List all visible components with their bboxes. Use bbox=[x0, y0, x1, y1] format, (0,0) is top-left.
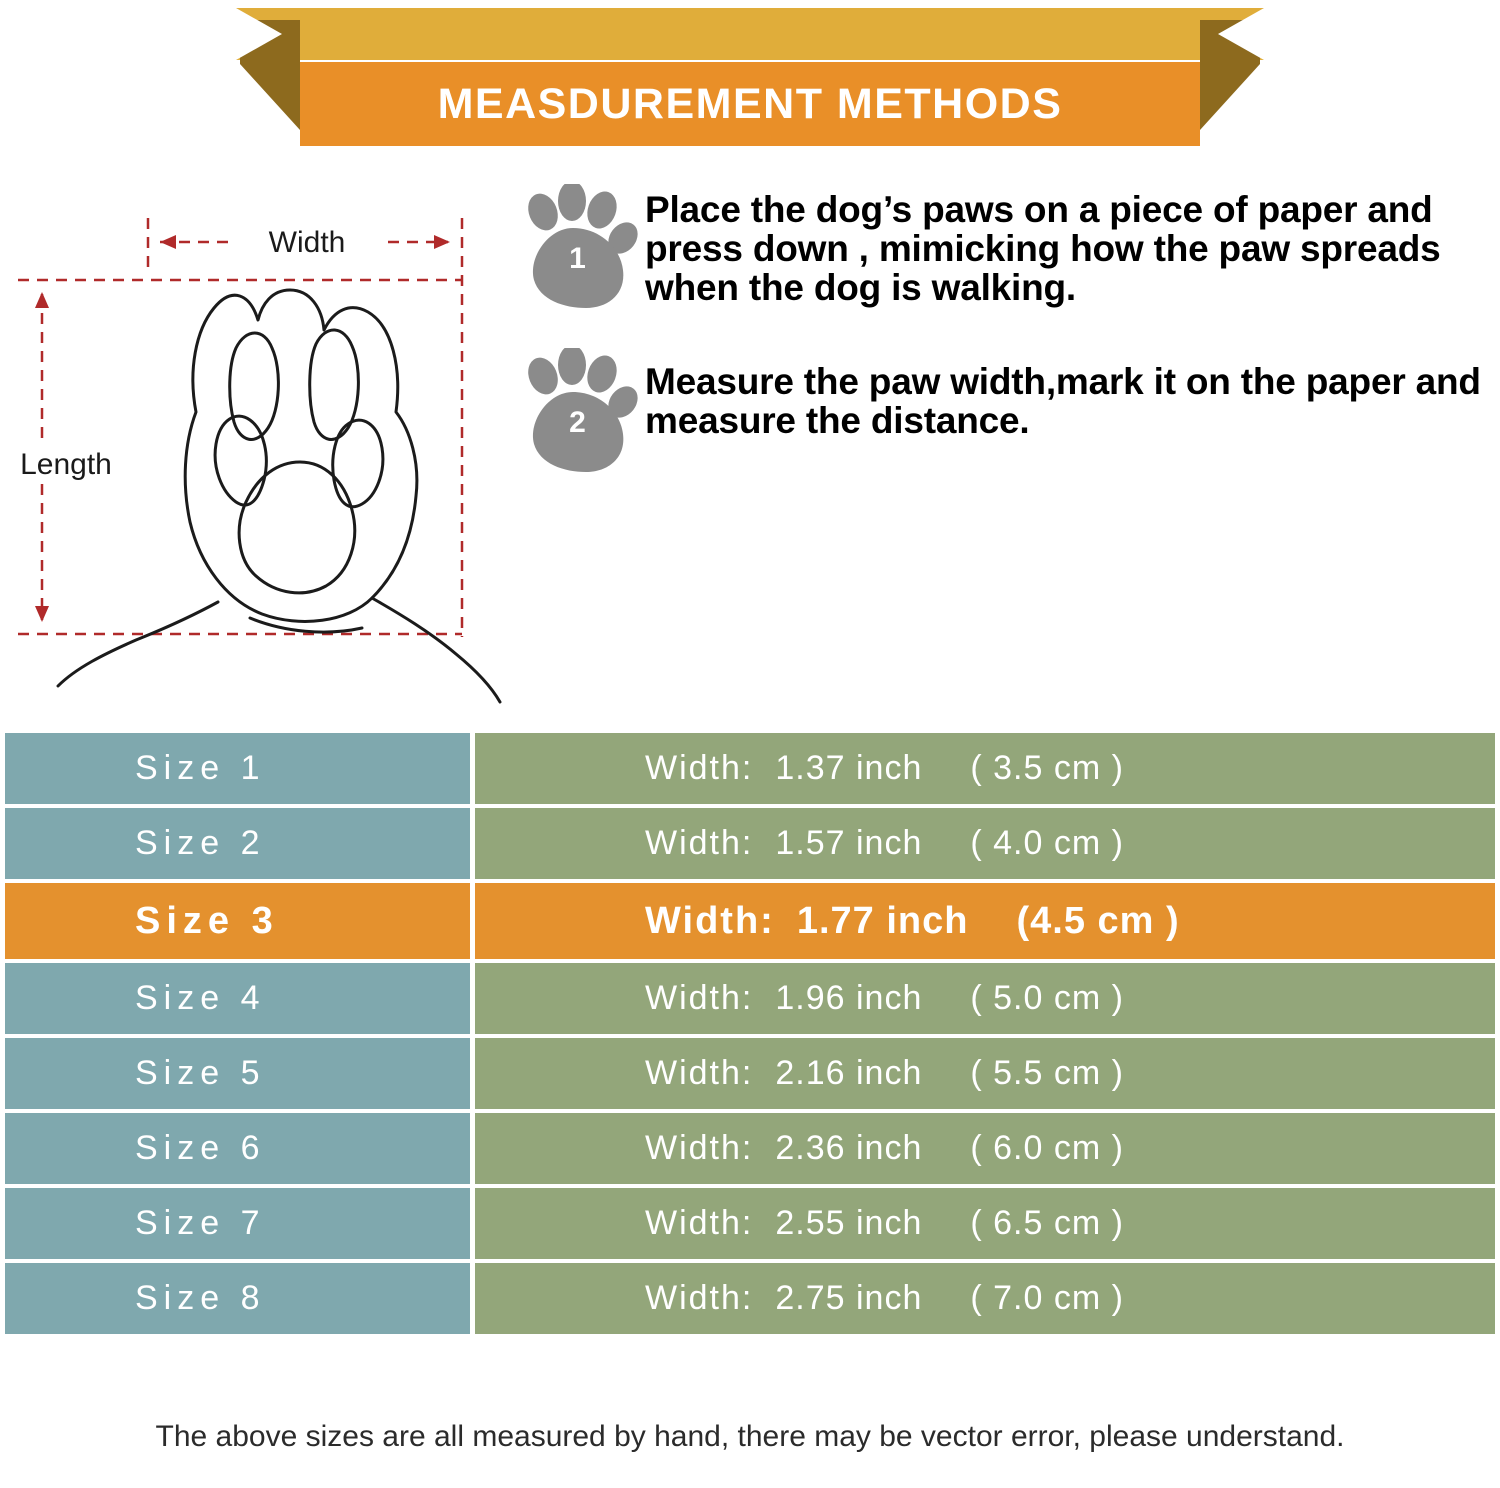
width-cm: ( 3.5 cm ) bbox=[970, 749, 1124, 787]
page-title: MEASDUREMENT METHODS bbox=[437, 79, 1063, 128]
header-ribbon bbox=[0, 0, 1500, 160]
step-item bbox=[510, 184, 1495, 314]
table-row bbox=[5, 1038, 1495, 1109]
width-inch: 1.96 inch bbox=[775, 979, 923, 1017]
width-inch: 2.75 inch bbox=[775, 1279, 923, 1317]
arrow-left bbox=[160, 235, 176, 249]
table-row bbox=[5, 963, 1495, 1034]
width-caption: Width: bbox=[645, 749, 754, 787]
ribbon-band bbox=[236, 8, 1264, 60]
step-badge bbox=[510, 348, 645, 478]
width-cm: ( 4.0 cm ) bbox=[970, 824, 1124, 862]
size-label: Size 7 bbox=[5, 1188, 470, 1259]
table-row bbox=[5, 1188, 1495, 1259]
width-value bbox=[475, 963, 1495, 1034]
width-value bbox=[475, 1113, 1495, 1184]
arrow-down bbox=[35, 606, 49, 622]
step-number: 2 bbox=[569, 406, 586, 439]
instructions-section bbox=[0, 162, 1500, 730]
arrow-right bbox=[434, 235, 450, 249]
width-cm: ( 7.0 cm ) bbox=[970, 1279, 1124, 1317]
width-caption: Width: bbox=[645, 1129, 754, 1167]
step-badge bbox=[510, 184, 645, 314]
table-row bbox=[5, 1113, 1495, 1184]
width-caption: Width: bbox=[645, 824, 754, 862]
steps-list bbox=[510, 184, 1495, 512]
width-cm: (4.5 cm ) bbox=[1016, 899, 1180, 942]
size-label: Size 3 bbox=[5, 883, 470, 959]
size-label: Size 4 bbox=[5, 963, 470, 1034]
paw-diagram-svg bbox=[0, 162, 540, 730]
width-value bbox=[475, 1038, 1495, 1109]
size-table bbox=[5, 733, 1495, 1338]
step-number: 1 bbox=[569, 242, 586, 275]
size-label: Size 6 bbox=[5, 1113, 470, 1184]
width-cm: ( 5.5 cm ) bbox=[970, 1054, 1124, 1092]
paw-measurement-diagram bbox=[0, 162, 540, 730]
size-label: Size 5 bbox=[5, 1038, 470, 1109]
table-row-highlighted bbox=[5, 883, 1495, 959]
table-row bbox=[5, 733, 1495, 804]
paw-outline-icon bbox=[58, 290, 500, 702]
width-dim-label: Width bbox=[268, 226, 346, 259]
width-caption: Width: bbox=[645, 979, 754, 1017]
step-text: Measure the paw width,mark it on the paper and measure the distance. bbox=[645, 361, 1481, 442]
width-caption: Width: bbox=[645, 899, 775, 942]
width-inch: 1.57 inch bbox=[775, 824, 923, 862]
width-value bbox=[475, 1263, 1495, 1334]
table-row bbox=[5, 808, 1495, 879]
table-row bbox=[5, 1263, 1495, 1334]
width-inch: 1.37 inch bbox=[775, 749, 923, 787]
width-value bbox=[475, 808, 1495, 879]
width-caption: Width: bbox=[645, 1054, 754, 1092]
width-value bbox=[475, 733, 1495, 804]
banner-plate bbox=[300, 62, 1200, 146]
step-text: Place the dog’s paws on a piece of paper and press down , mimicking how the paw spreads when the dog is walking. bbox=[645, 189, 1441, 309]
width-inch: 2.55 inch bbox=[775, 1204, 923, 1242]
footnote-text: The above sizes are all measured by hand, there may be vector error, please understand. bbox=[155, 1420, 1345, 1453]
width-caption: Width: bbox=[645, 1279, 754, 1317]
step-item bbox=[510, 348, 1495, 478]
width-value bbox=[475, 883, 1495, 959]
width-inch: 1.77 inch bbox=[796, 899, 969, 942]
width-cm: ( 6.0 cm ) bbox=[970, 1129, 1124, 1167]
width-caption: Width: bbox=[645, 1204, 754, 1242]
size-label: Size 8 bbox=[5, 1263, 470, 1334]
width-inch: 2.36 inch bbox=[775, 1129, 923, 1167]
width-cm: ( 6.5 cm ) bbox=[970, 1204, 1124, 1242]
length-dim-label: Length bbox=[20, 448, 112, 481]
size-label: Size 2 bbox=[5, 808, 470, 879]
width-cm: ( 5.0 cm ) bbox=[970, 979, 1124, 1017]
width-value bbox=[475, 1188, 1495, 1259]
width-inch: 2.16 inch bbox=[775, 1054, 923, 1092]
arrow-up bbox=[35, 292, 49, 308]
size-label: Size 1 bbox=[5, 733, 470, 804]
